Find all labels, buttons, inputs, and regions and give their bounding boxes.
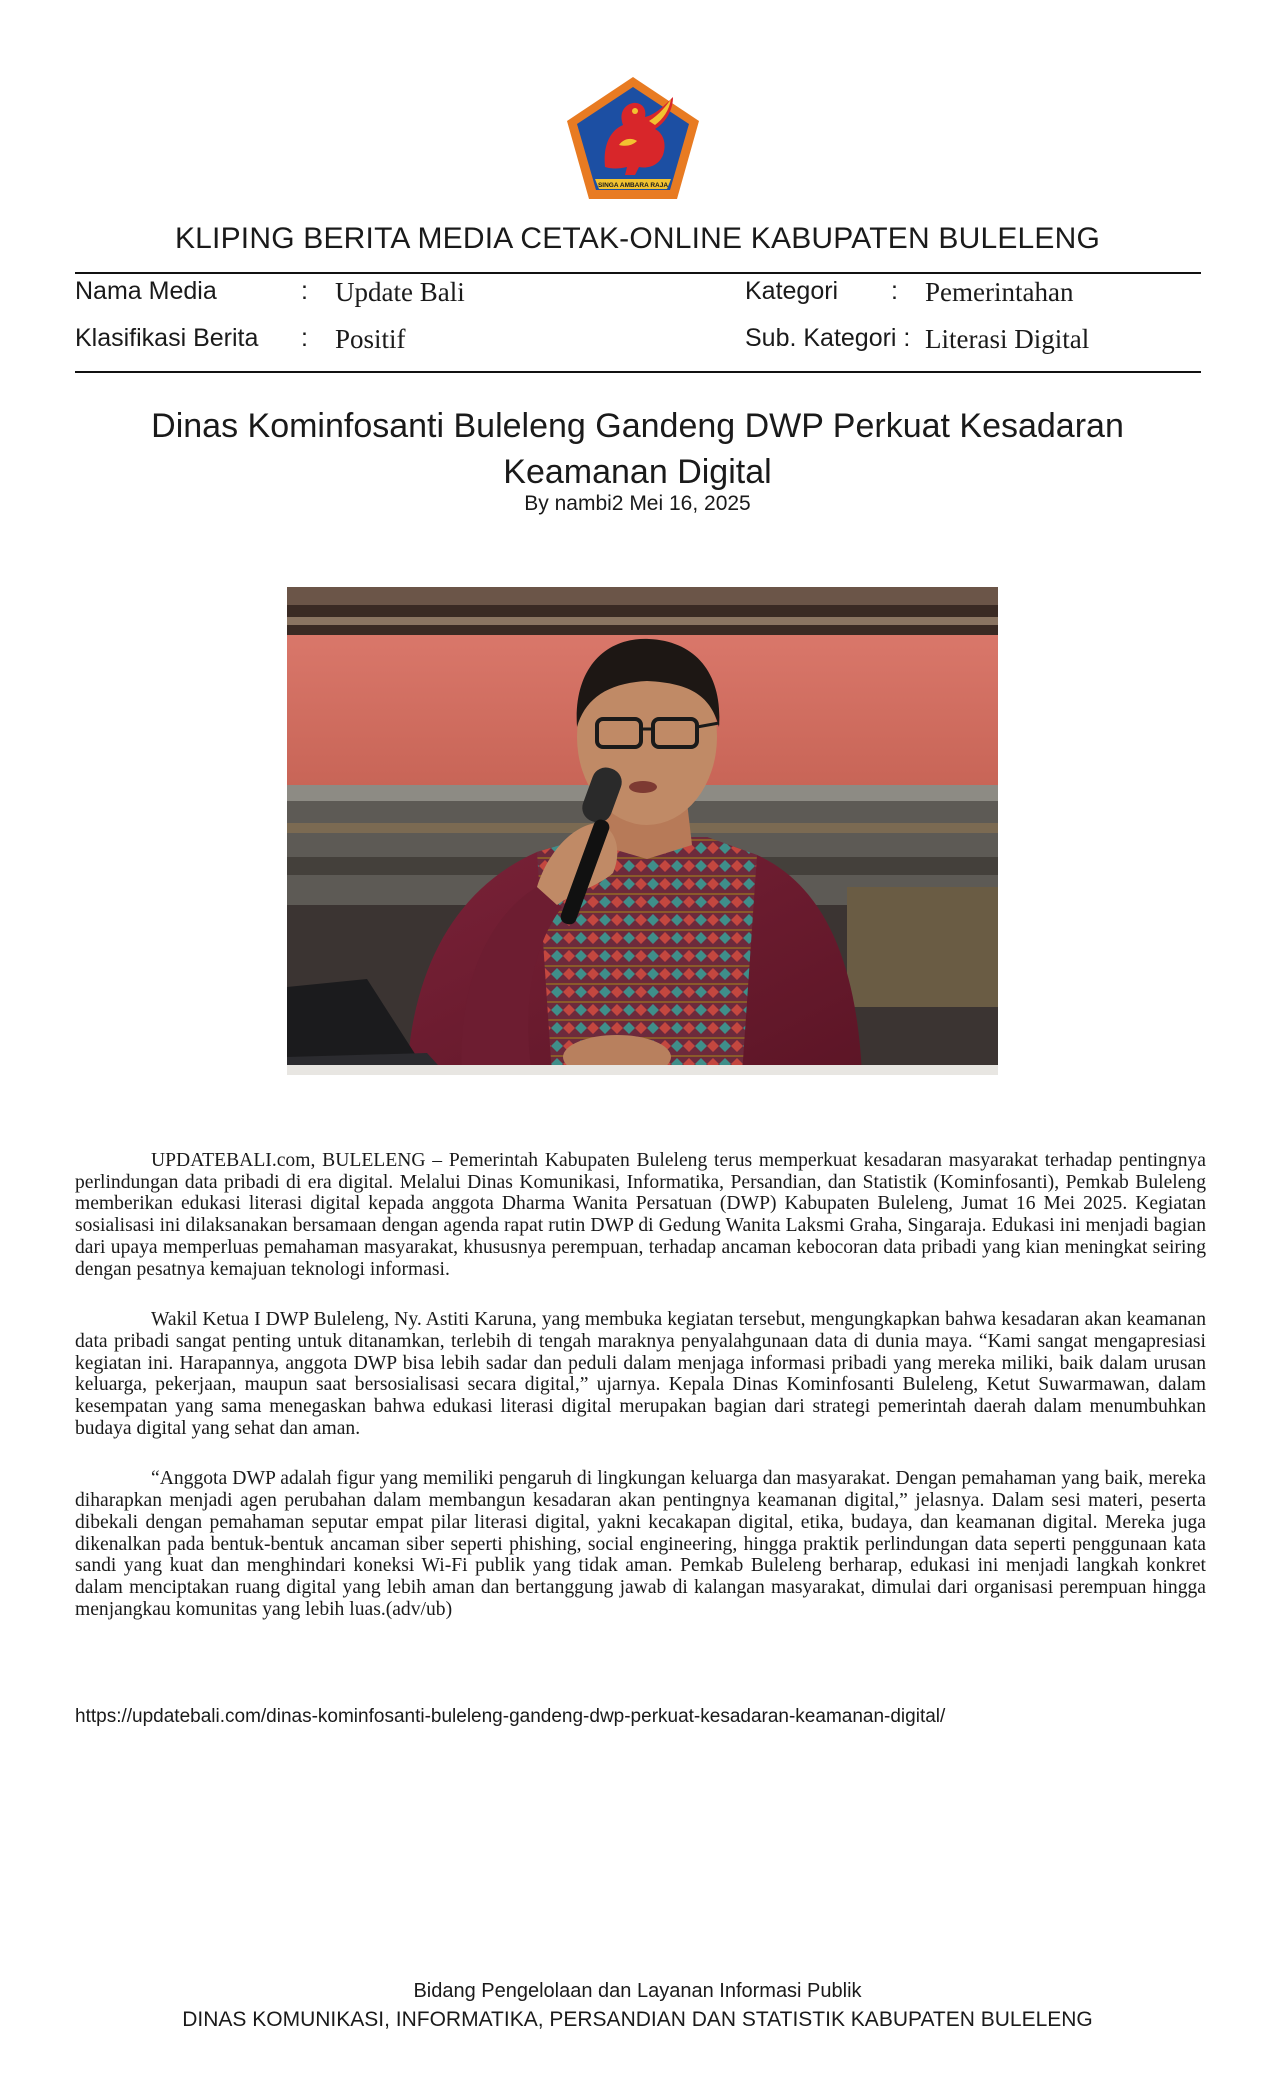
kategori-label: Kategori — [745, 277, 839, 305]
header-divider-top — [75, 272, 1201, 274]
nama-media-label: Nama Media — [75, 277, 217, 305]
buleleng-emblem-logo — [565, 75, 701, 201]
article-photo — [287, 587, 998, 1075]
footer-division: Bidang Pengelolaan dan Layanan Informasi Publik — [413, 1980, 862, 2002]
emblem-icon — [565, 75, 701, 201]
colon-separator: : — [301, 277, 308, 305]
article-paragraph: UPDATEBALI.com, BULELENG – Pemerintah Kabupaten Buleleng terus memperkuat kesadaran masyarakat terhadap pentingnya perlindungan data pribadi di era digital. Melalui Dinas Komunikasi, Informatika, Persandian, dan Statistik (Kominfosanti), Pemkab Buleleng memberikan edukasi literasi digital kepada anggota Dharma Wanita Persatuan (DWP) Kabupaten Buleleng, Jumat 16 Mei 2025. Kegiatan sosialisasi ini dilaksanakan bersamaan dengan agenda rapat rutin DWP di Gedung Wanita Laksmi Graha, Singaraja. Edukasi ini menjadi bagian dari upaya memperluas pemahaman masyarakat, khususnya perempuan, terhadap ancaman kebocoran data pribadi yang kian meningkat seiring dengan pesatnya kemajuan teknologi informasi. — [75, 1150, 1206, 1280]
article-paragraph: Wakil Ketua I DWP Buleleng, Ny. Astiti Karuna, yang membuka kegiatan tersebut, mengungkapkan bahwa kesadaran akan keamanan data pribadi sangat penting untuk ditanamkan, terlebih di tengah maraknya penyalahgunaan data di dunia maya. “Kami sangat mengapresiasi kegiatan ini. Harapannya, anggota DWP bisa lebih sadar dan peduli dalam menjaga informasi pribadi yang mereka miliki, baik dalam urusan keluarga, pekerjaan, maupun saat bersosialisasi secara digital,” ujarnya. Kepala Dinas Kominfosanti Buleleng, Ketut Suwarmawan, dalam kesempatan yang sama menegaskan bahwa edukasi literasi digital merupakan bagian dari strategi pemerintah daerah dalam menumbuhkan budaya digital yang sehat dan aman. — [75, 1309, 1206, 1439]
article-headline: Dinas Kominfosanti Buleleng Gandeng DWP Perkuat Kesadaran Keamanan Digital — [151, 407, 1124, 491]
speaker-photo-illustration — [287, 587, 998, 1075]
sub-kategori-label: Sub. Kategori : — [745, 324, 911, 352]
svg-text:SINGA AMBARA RAJA: SINGA AMBARA RAJA — [597, 182, 669, 189]
source-url-link[interactable]: https://updatebali.com/dinas-kominfosanti-buleleng-gandeng-dwp-perkuat-kesadaran-keamanan-digital/ — [75, 1706, 946, 1727]
article-byline: By nambi2 Mei 16, 2025 — [524, 492, 751, 515]
meta-row-klasifikasi — [75, 324, 1201, 364]
nama-media-value: Update Bali — [335, 277, 465, 307]
article-body — [75, 1150, 1206, 1649]
klasifikasi-label: Klasifikasi Berita — [75, 324, 259, 352]
kategori-value: Pemerintahan — [925, 277, 1074, 307]
klasifikasi-value: Positif — [335, 324, 406, 354]
meta-row-media — [75, 277, 1201, 317]
colon-separator: : — [301, 324, 308, 352]
kliping-title: KLIPING BERITA MEDIA CETAK-ONLINE KABUPATEN BULELENG — [174, 222, 1101, 255]
sub-kategori-value: Literasi Digital — [925, 324, 1090, 354]
colon-separator: : — [891, 277, 898, 305]
footer-agency: DINAS KOMUNIKASI, INFORMATIKA, PERSANDIAN DAN STATISTIK KABUPATEN BULELENG — [182, 2008, 1093, 2031]
header-divider-bottom — [75, 371, 1201, 373]
article-paragraph: “Anggota DWP adalah figur yang memiliki pengaruh di lingkungan keluarga dan masyarakat. Dengan pemahaman yang baik, mereka diharapkan menjadi agen perubahan dalam membangun kesadaran akan pentingnya keamanan digital,” jelasnya. Dalam sesi materi, peserta dibekali dengan pemahaman seputar empat pilar literasi digital, yakni kecakapan digital, etika, budaya, dan keamanan digital. Mereka juga dikenalkan pada bentuk-bentuk ancaman siber seperti phishing, social engineering, hingga praktik perlindungan data seperti penggunaan kata sandi yang kuat dan menghindari koneksi Wi-Fi publik yang tidak aman. Pemkab Buleleng berharap, edukasi ini menjadi langkah konkret dalam menciptakan ruang digital yang lebih aman dan bertanggung jawab di kalangan masyarakat, dimulai dari organisasi perempuan hingga menjangkau komunitas yang lebih luas.(adv/ub) — [75, 1468, 1206, 1620]
